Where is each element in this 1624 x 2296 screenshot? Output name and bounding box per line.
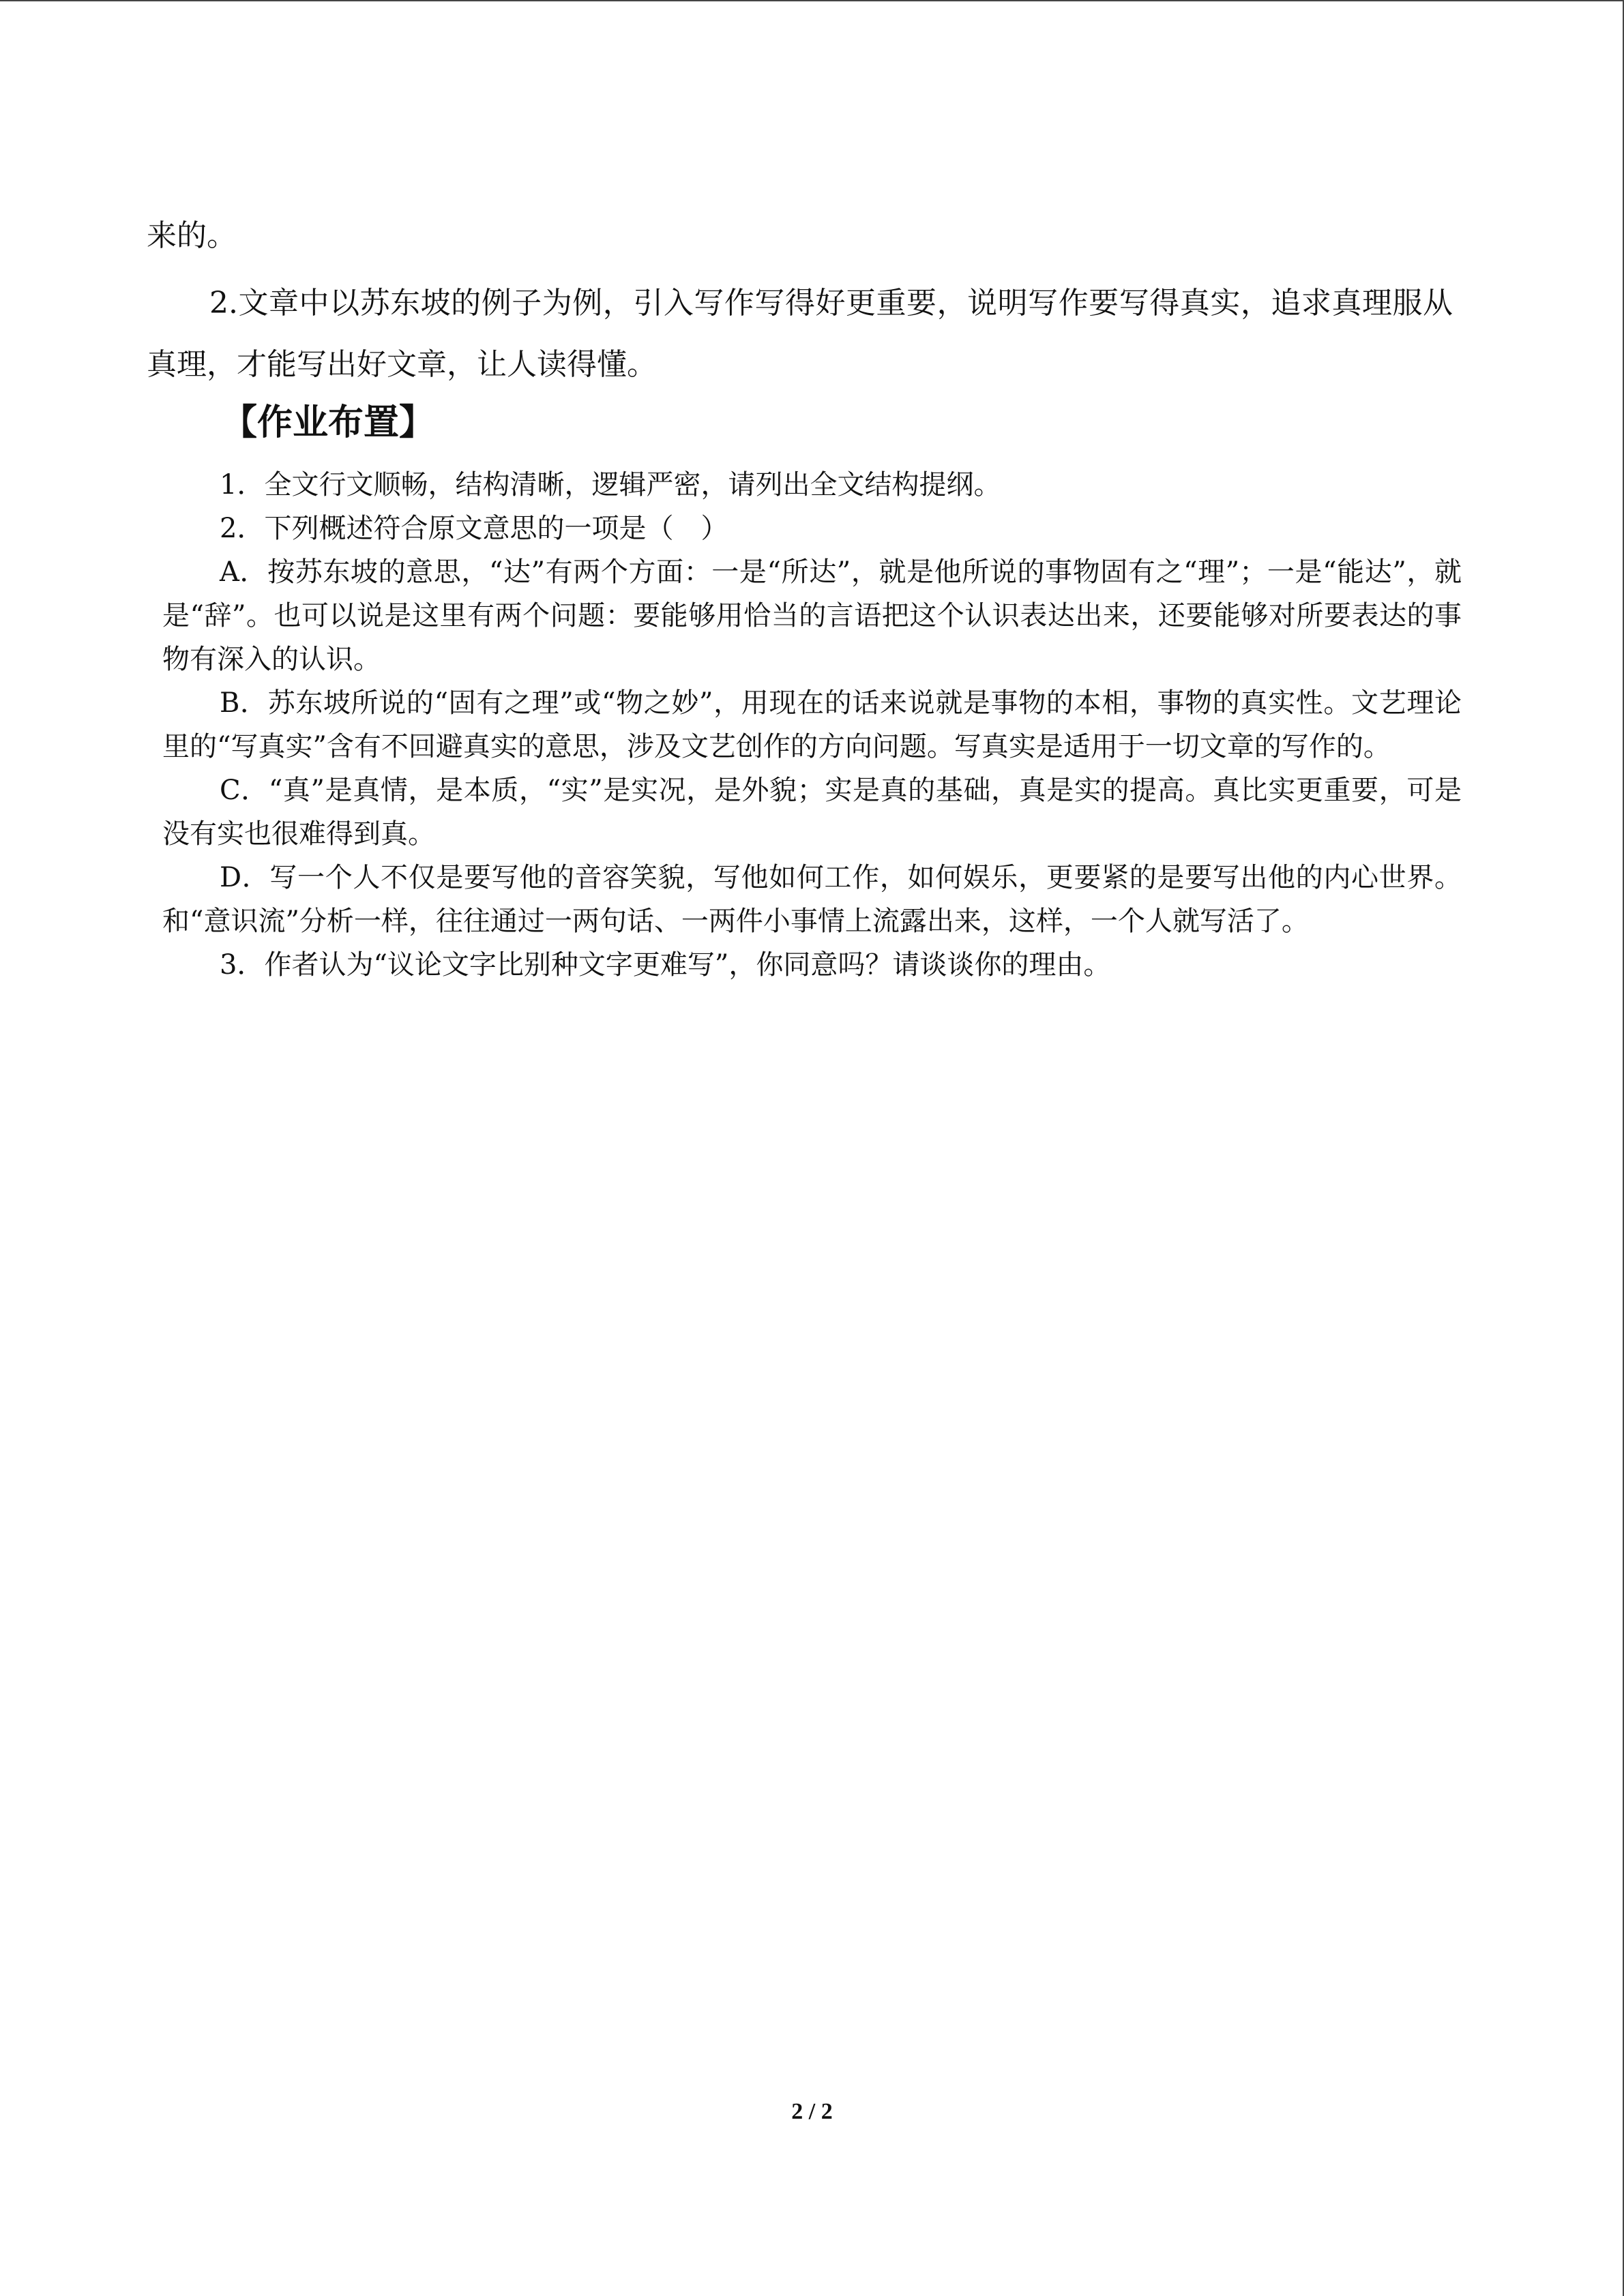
question-2-option-a: A．按苏东坡的意思，“达”有两个方面：一是“所达”，就是他所说的事物固有之“理”；一是“能达”，就是“辞”。也可以说是这里有两个问题：要能够用恰当的言语把这个认识表达出来，还要能够对所要表达的事物有深入的认识。 xyxy=(162,556,1462,675)
question-2-option-b: B．苏东坡所说的“固有之理”或“物之妙”，用现在的话来说就是事物的本相，事物的真实性。文艺理论里的“写真实”含有不回避真实的意思，涉及文艺创作的方向问题。写真实是适用于一切文章的写作的。 xyxy=(162,687,1462,762)
question-2-option-d: D．写一个人不仅是要写他的音容笑貌，写他如何工作，如何娱乐，更要紧的是要写出他的内心世界。和“意识流”分析一样，往往通过一两句话、一两件小事情上流露出来，这样，一个人就写活了。 xyxy=(162,862,1462,937)
homework-question-1: 1．全文行文顺畅，结构清晰，逻辑严密，请列出全文结构提纲。 xyxy=(220,469,1001,501)
homework-question-3: 3．作者认为“议论文字比别种文字更难写”，你同意吗？请谈谈你的理由。 xyxy=(220,949,1111,981)
homework-question-2: 2．下列概述符合原文意思的一项是（ ） xyxy=(220,513,728,544)
continued-paragraph: 来的。 xyxy=(147,218,237,253)
answer-2-paragraph: 2.文章中以苏东坡的例子为例，引入写作写得好更重要，说明写作要写得真实，追求真理服从真理，才能写出好文章，让人读得懂。 xyxy=(147,286,1453,382)
homework-list xyxy=(162,463,1462,987)
page-number: 2 / 2 xyxy=(791,2099,833,2124)
homework-section-heading: 【作业布置】 xyxy=(222,402,435,443)
question-2-option-c: C．“真”是真情，是本质，“实”是实况，是外貌；实是真的基础，真是实的提高。真比实更重要，可是没有实也很难得到真。 xyxy=(162,775,1462,850)
